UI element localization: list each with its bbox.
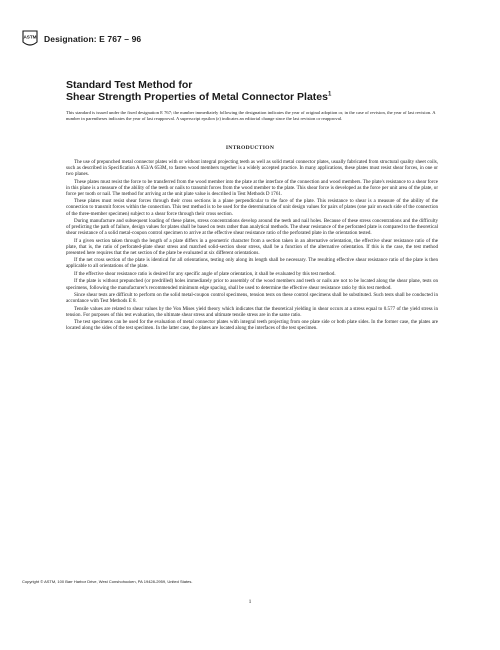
paragraph: These plates must resist shear forces through their cross sections in a plane perpendicular to the face of the plate. This resistance to shear is a measure of the ability of the connection to transmit forces within the connection. This test method is to be used for the determination of unit design values for pairs of plates (one pair on each side of the connection of the three-member specimen) subject to a shear force through their cross section. <box>66 198 438 217</box>
document-header <box>22 30 141 48</box>
astm-logo-icon <box>22 30 38 48</box>
paragraph: The use of prepunched metal connector plates with or without integral projecting teeth as well as solid metal connector plates, usually fabricated from structural quality sheet coils, such as described in Specification A 653/A 653M, to fasten wood members together is a widely accepted practice. In many applications, these plates must resist shear forces, in one or two planes. <box>66 159 438 178</box>
paragraph: Tensile values are related to shear values by the Von Mises yield theory which indicates that the theoretical yielding in shear occurs at a stress equal to 0.577 of the yield stress in tension. For purposes of this test evaluation, the ultimate shear stress and ultimate tensile stress are in the same ratio. <box>66 305 438 318</box>
paragraph: If the net cross section of the plate is identical for all orientations, testing only along its length shall be necessary. The resulting effective shear resistance ratio of the plate is then applicable to all orientations of the plate. <box>66 257 438 270</box>
title-line-2 <box>66 91 446 103</box>
paragraph: If a given section taken through the length of a plate differs in a geometric character from a section taken in an alternative orientation, the effective shear resistance ratio of the plate, that is, the ratio of perforated-plate shear stress and matched solid-section shear stress, shall be a function of the alternative orientation. If this is the case, the test method presented here requires that the net section of the plate be evaluated at six different orientations. <box>66 237 438 256</box>
title-line-1: Standard Test Method for <box>66 79 193 91</box>
paragraph: If the effective shear resistance ratio is desired for any specific angle of plate orientation, it shall be evaluated by this test method. <box>74 270 336 277</box>
copyright-footer: Copyright © ASTM, 100 Barr Harbor Drive, West Conshohocken, PA 19428-2959, United States. <box>22 579 193 584</box>
page-number: 1 <box>248 599 252 605</box>
paragraph: Since shear tests are difficult to perform on the solid metal-coupon control specimens, tension tests on these control specimens shall be substituted. Such tests shall be conducted in accordance with Test Methods E 8. <box>66 292 438 305</box>
section-heading: INTRODUCTION <box>225 145 275 151</box>
svg-text:ASTM: ASTM <box>23 34 37 40</box>
paragraph: If the plate is without prepunched (or predrilled) holes immediately prior to assembly of the wood members and teeth or nails are not to be located along the shear plane, tests on specimens, following the manufacturer's recommended minimum edge spacing, shall be used to determine the effective shear resistance ratio by this test method. <box>66 278 438 291</box>
paragraph: These plates must resist the force to be transferred from the wood member into the plate at the interface of the connection and wood members. The plate's resistance to a shear force in this plane is a measure of the ability of the teeth or nails to transmit forces from the wood member to the plate. This shear force is developed as the force per unit area of the plate, or force per tooth or nail. The method for arriving at the unit plate value is described in Test Methods D 1761. <box>66 178 438 197</box>
designation: Designation: E 767 – 96 <box>44 34 142 44</box>
paragraph: During manufacture and subsequent loading of these plates, stress concentrations develop around the teeth and nail holes. Because of these stress concentrations and the difficulty of predicting the path of failure, design values for plates shall be based on tests rather than analytical methods. The shear resistance of the perforated plate is compared to the theoretical shear resistance of a solid metal-coupon control specimen to arrive at the effective shear resistance ratio of the perforated plate in the orientation tested. <box>66 218 438 237</box>
title-text: Shear Strength Properties of Metal Connector Plates <box>66 91 328 103</box>
section-body <box>66 159 438 333</box>
issuance-note: This standard is issued under the fixed designation E 767; the number immediately following the designation indicates the year of original adoption or, in the case of revision, the year of last revision. A number in parentheses indicates the year of last reapproval. A superscript epsilon (ε) indicates an editorial change since the last revision or reapproval. <box>66 110 436 121</box>
paragraph: The test specimens can be used for the evaluation of metal connector plates with integral teeth projecting from one plate side or both plate sides. In the former case, the plates are located along the sides of the test specimen. In the latter case, the plates are located along the interfaces of the test specimen. <box>66 319 438 332</box>
title-block <box>66 79 446 103</box>
title-footnote-mark: 1 <box>327 91 332 98</box>
